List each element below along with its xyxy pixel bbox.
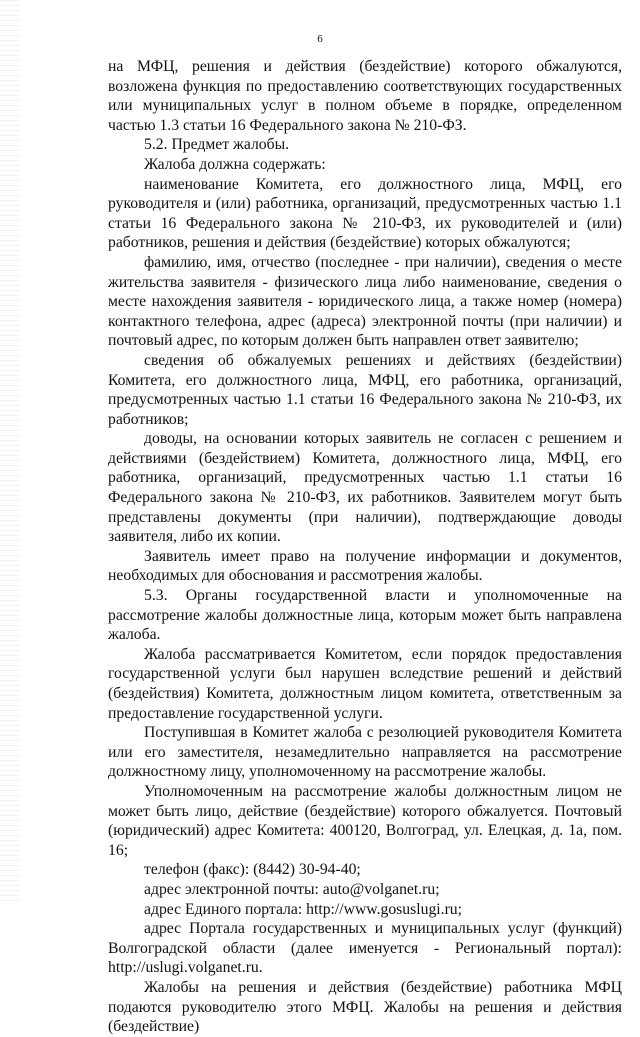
page-number: 6 — [317, 33, 323, 45]
paragraph: Жалобы на решения и действия (бездействие) работника МФЦ подаются руководителю этого МФЦ. Жалобы на решения и действия (бездействие) — [108, 978, 622, 1036]
paragraph: наименование Комитета, его должностного лица, МФЦ, его руководителя и (или) работника, организаций, предусмотренных частью 1.1 статьи 16 Федерального закона № 210-ФЗ, их руководителей и (или) работников, решения и действия (бездействие) которых обжалуются; — [108, 175, 622, 252]
section-heading: 5.3. Органы государственной власти и уполномоченные на рассмотрение жалобы должностные лица, которым может быть направлена жалоба. — [108, 587, 622, 644]
paragraph: доводы, на основании которых заявитель не согласен с решением и действиями (бездействием) Комитета, должностного лица, МФЦ, его работника, организаций, предусмотренных частью 1.1 статьи 16 Федерального закона № 210-ФЗ, их работников. Заявителем могут быть представлены документы (при наличии), подтверждающие доводы заявителя, либо их копии. — [108, 430, 622, 546]
contact-email: адрес электронной почты: auto@volganet.ru; — [144, 880, 440, 898]
paragraph: сведения об обжалуемых решениях и действиях (бездействии) Комитета, его должностного лица, МФЦ, его работника, организаций, предусмотренных частью 1.1 статьи 16 Федерального закона № 210-ФЗ, их работников; — [108, 351, 622, 428]
paragraph: Поступившая в Комитет жалоба с резолюцией руководителя Комитета или его заместителя, незамедлительно направляется на рассмотрение должностному лицу, уполномоченному на рассмотрение жалобы. — [108, 724, 622, 781]
paragraph: Жалоба рассматривается Комитетом, если порядок предоставления государственной услуги был нарушен вследствие решений и действий (бездействия) Комитета, должностным лицом комитета, ответственным за предоставление государственной услуги. — [108, 645, 622, 722]
scan-margin-artifact — [0, 0, 20, 905]
paragraph: Уполномоченным на рассмотрение жалобы должностным лицом не может быть лицо, действие (бездействие) которого обжалуется. Почтовый (юридический) адрес Комитета: 400120, Волгоград, ул. Елецкая, д. 1а, пом. 16; — [108, 782, 622, 859]
paragraph: на МФЦ, решения и действия (бездействие) которого обжалуются, возложена функция по предоставлению соответствующих государственных или муниципальных услуг в полном объеме в порядке, определенном частью 1.3 статьи 16 Федерального закона № 210-ФЗ. — [108, 58, 622, 134]
paragraph: Заявитель имеет право на получение информации и документов, необходимых для обоснования и рассмотрения жалобы. — [108, 547, 622, 585]
section-heading: 5.2. Предмет жалобы. — [144, 136, 290, 154]
contact-regional-portal: адрес Портала государственных и муниципальных услуг (функций) Волгоградской области (далее именуется - Региональный портал): http://uslugi.volganet.ru. — [108, 920, 622, 977]
contact-phone: телефон (факс): (8442) 30-94-40; — [144, 861, 361, 879]
contact-portal: адрес Единого портала: http://www.gosuslugi.ru; — [144, 900, 462, 918]
paragraph: Жалоба должна содержать: — [144, 155, 326, 173]
document-body — [108, 57, 622, 1037]
paragraph: фамилию, имя, отчество (последнее - при наличии), сведения о месте жительства заявителя - физического лица либо наименование, сведения о месте нахождения заявителя - юридического лица, а также номер (номера) контактного телефона, адрес (адреса) электронной почты (при наличии) и почтовый адрес, по которым должен быть направлен ответ заявителю; — [108, 253, 622, 350]
